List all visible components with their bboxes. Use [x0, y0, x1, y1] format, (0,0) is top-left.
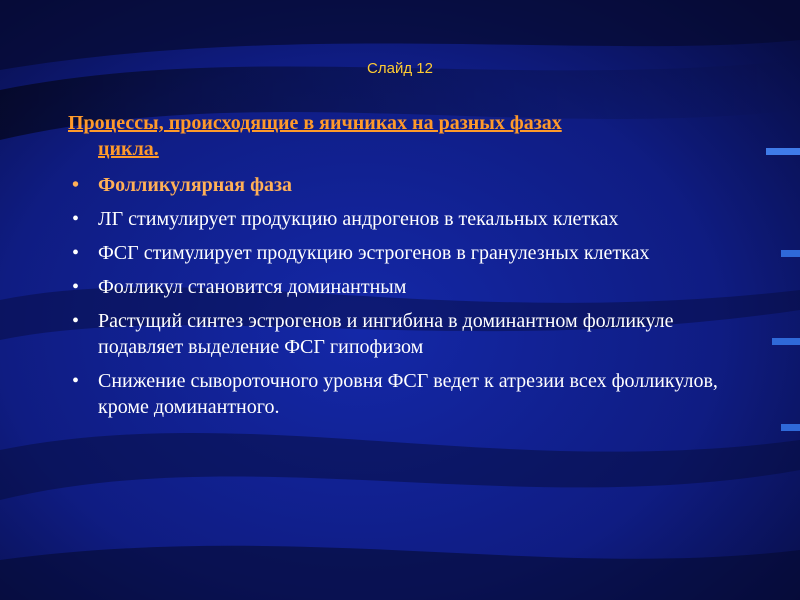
bullet-marker: •	[72, 208, 80, 230]
bullet-text: Фолликулярная фаза	[98, 174, 293, 196]
bullet-text: ФСГ стимулирует продукцию эстрогенов в гранулезных клетках	[98, 242, 650, 264]
bullet-marker: •	[72, 370, 80, 392]
slide-heading	[68, 110, 748, 162]
bullet-text: Растущий синтез эстрогенов и ингибина в доминантном фолликуле подавляет выделение ФСГ гипофизом	[98, 310, 674, 358]
bullet-list	[72, 172, 752, 428]
heading-line-2: цикла.	[98, 138, 159, 160]
bullet-lh-androgens	[72, 206, 752, 232]
bullet-text: ЛГ стимулирует продукцию андрогенов в текальных клетках	[98, 208, 619, 230]
heading-line-1: Процессы, происходящие в яичниках на разных фазах	[68, 112, 562, 134]
bullet-follicular-phase	[72, 172, 752, 198]
bullet-estrogen-inhibin	[72, 308, 752, 360]
bullet-marker: •	[72, 174, 80, 196]
bullet-fsh-decline	[72, 368, 752, 420]
bullet-text: Фолликул становится доминантным	[98, 276, 407, 298]
bullet-dominant-follicle	[72, 274, 752, 300]
bullet-marker: •	[72, 276, 80, 298]
bullet-marker: •	[72, 310, 80, 332]
bullet-text: Снижение сывороточного уровня ФСГ ведет к атрезии всех фолликулов, кроме доминантного.	[98, 370, 718, 418]
bullet-fsh-estrogens	[72, 240, 752, 266]
bullet-marker: •	[72, 242, 80, 264]
slide-number: Слайд 12	[367, 60, 433, 77]
